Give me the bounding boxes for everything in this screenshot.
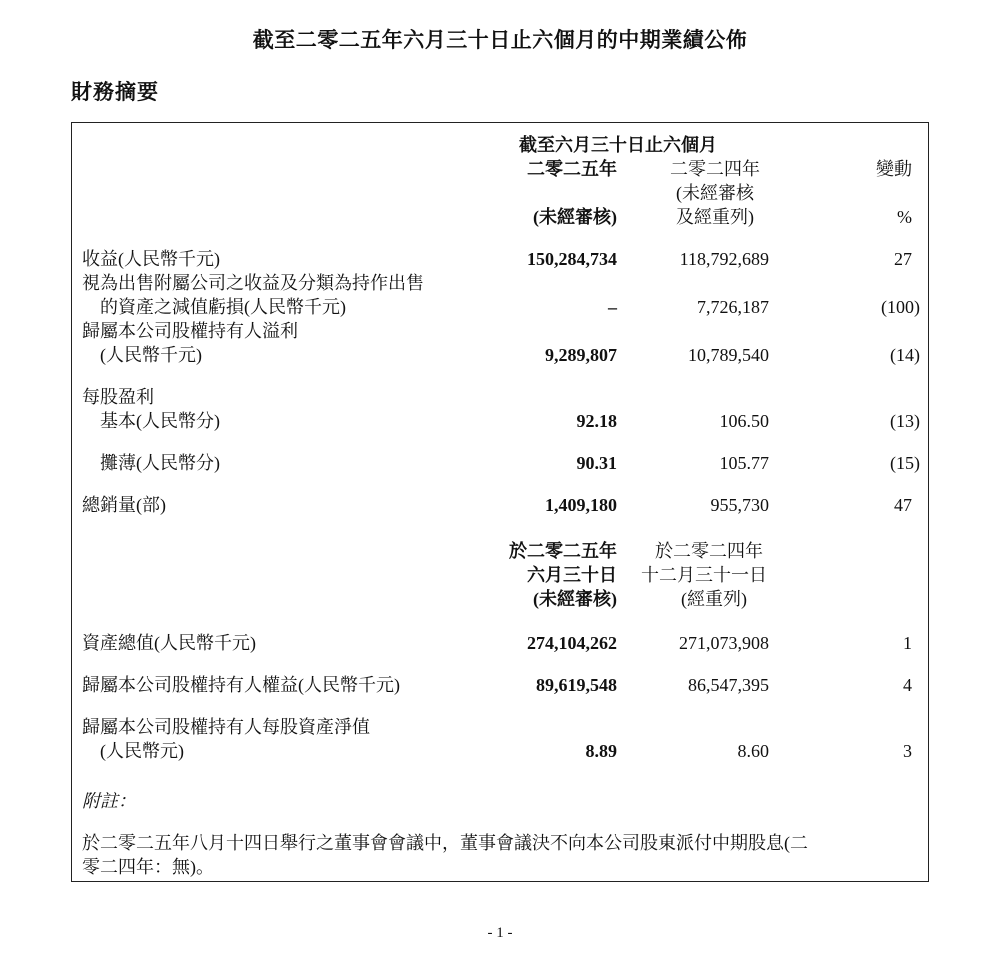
row-eps-basic-change: (13) xyxy=(890,411,920,431)
row-sales-volume-2024: 955,730 xyxy=(710,495,769,515)
row-equity-2025: 89,619,548 xyxy=(536,675,617,695)
row-eps-diluted-2024: 105.77 xyxy=(719,453,769,473)
row-total-assets-2025: 274,104,262 xyxy=(527,633,617,653)
row-total-assets-change: 1 xyxy=(903,633,912,653)
row-eps-basic-2025: 92.18 xyxy=(576,411,617,431)
header-change-unit: % xyxy=(897,207,912,227)
row-total-assets-2024: 271,073,908 xyxy=(679,633,769,653)
row-disposal-label-2: 的資產之減值虧損(人民幣千元) xyxy=(100,297,346,317)
header2-2025-line1: 於二零二五年 xyxy=(509,541,617,561)
row-sales-volume-change: 47 xyxy=(894,495,912,515)
row-nav-label-2: (人民幣元) xyxy=(100,741,184,761)
section-title: 財務摘要 xyxy=(71,80,159,104)
header-change-label: 變動 xyxy=(876,159,912,179)
note-heading: 附註： xyxy=(82,791,136,811)
row-eps-diluted-label: 攤薄(人民幣分) xyxy=(100,453,220,473)
row-eps-diluted-2025: 90.31 xyxy=(576,453,617,473)
header2-2025-line2: 六月三十日 xyxy=(527,565,617,585)
row-profit-change: (14) xyxy=(890,345,920,365)
row-revenue-change: 27 xyxy=(894,249,912,269)
row-eps-basic-label: 基本(人民幣分) xyxy=(100,411,220,431)
row-sales-volume-2025: 1,409,180 xyxy=(545,495,617,515)
header-2024-note-2: 及經重列) xyxy=(676,207,754,227)
header-2024-year: 二零二四年 xyxy=(670,159,760,179)
row-equity-2024: 86,547,395 xyxy=(688,675,769,695)
header-period-span: 截至六月三十日止六個月 xyxy=(519,135,717,155)
row-nav-2025: 8.89 xyxy=(585,741,617,761)
header2-2024-line3: (經重列) xyxy=(681,589,747,609)
header2-2024-line1: 於二零二四年 xyxy=(655,541,763,561)
row-disposal-change: (100) xyxy=(881,297,920,317)
row-eps-basic-2024: 106.50 xyxy=(719,411,769,431)
row-disposal-2024: 7,726,187 xyxy=(697,297,769,317)
row-total-assets-label: 資產總值(人民幣千元) xyxy=(82,633,256,653)
row-equity-label: 歸屬本公司股權持有人權益(人民幣千元) xyxy=(82,675,400,695)
row-sales-volume-label: 總銷量(部) xyxy=(82,495,166,515)
note-line-2: 零二四年：無)。 xyxy=(82,857,214,877)
row-disposal-2025: – xyxy=(608,297,617,317)
header2-2024-line2: 十二月三十一日 xyxy=(641,565,767,585)
row-profit-label-1: 歸屬本公司股權持有人溢利 xyxy=(82,321,298,341)
row-revenue-2024: 118,792,689 xyxy=(679,249,769,269)
row-disposal-label-1: 視為出售附屬公司之收益及分類為持作出售 xyxy=(82,273,424,293)
row-eps-heading: 每股盈利 xyxy=(82,387,154,407)
note-line-1: 於二零二五年八月十四日舉行之董事會會議中，董事會議決不向本公司股東派付中期股息(二 xyxy=(82,833,808,853)
header-2025-note: (未經審核) xyxy=(533,207,617,227)
row-profit-2025: 9,289,807 xyxy=(545,345,617,365)
header-2025-year: 二零二五年 xyxy=(527,159,617,179)
row-eps-diluted-change: (15) xyxy=(890,453,920,473)
row-profit-2024: 10,789,540 xyxy=(688,345,769,365)
document-title: 截至二零二五年六月三十日止六個月的中期業績公佈 xyxy=(252,28,748,52)
row-equity-change: 4 xyxy=(903,675,912,695)
row-revenue-2025: 150,284,734 xyxy=(527,249,617,269)
row-nav-2024: 8.60 xyxy=(737,741,769,761)
header2-2025-line3: (未經審核) xyxy=(533,589,617,609)
header-2024-note-1: (未經審核 xyxy=(676,183,754,203)
row-nav-label-1: 歸屬本公司股權持有人每股資產淨值 xyxy=(82,717,370,737)
page-number: - 1 - xyxy=(487,925,513,941)
row-profit-label-2: (人民幣千元) xyxy=(100,345,202,365)
row-revenue-label: 收益(人民幣千元) xyxy=(82,249,220,269)
row-nav-change: 3 xyxy=(903,741,912,761)
